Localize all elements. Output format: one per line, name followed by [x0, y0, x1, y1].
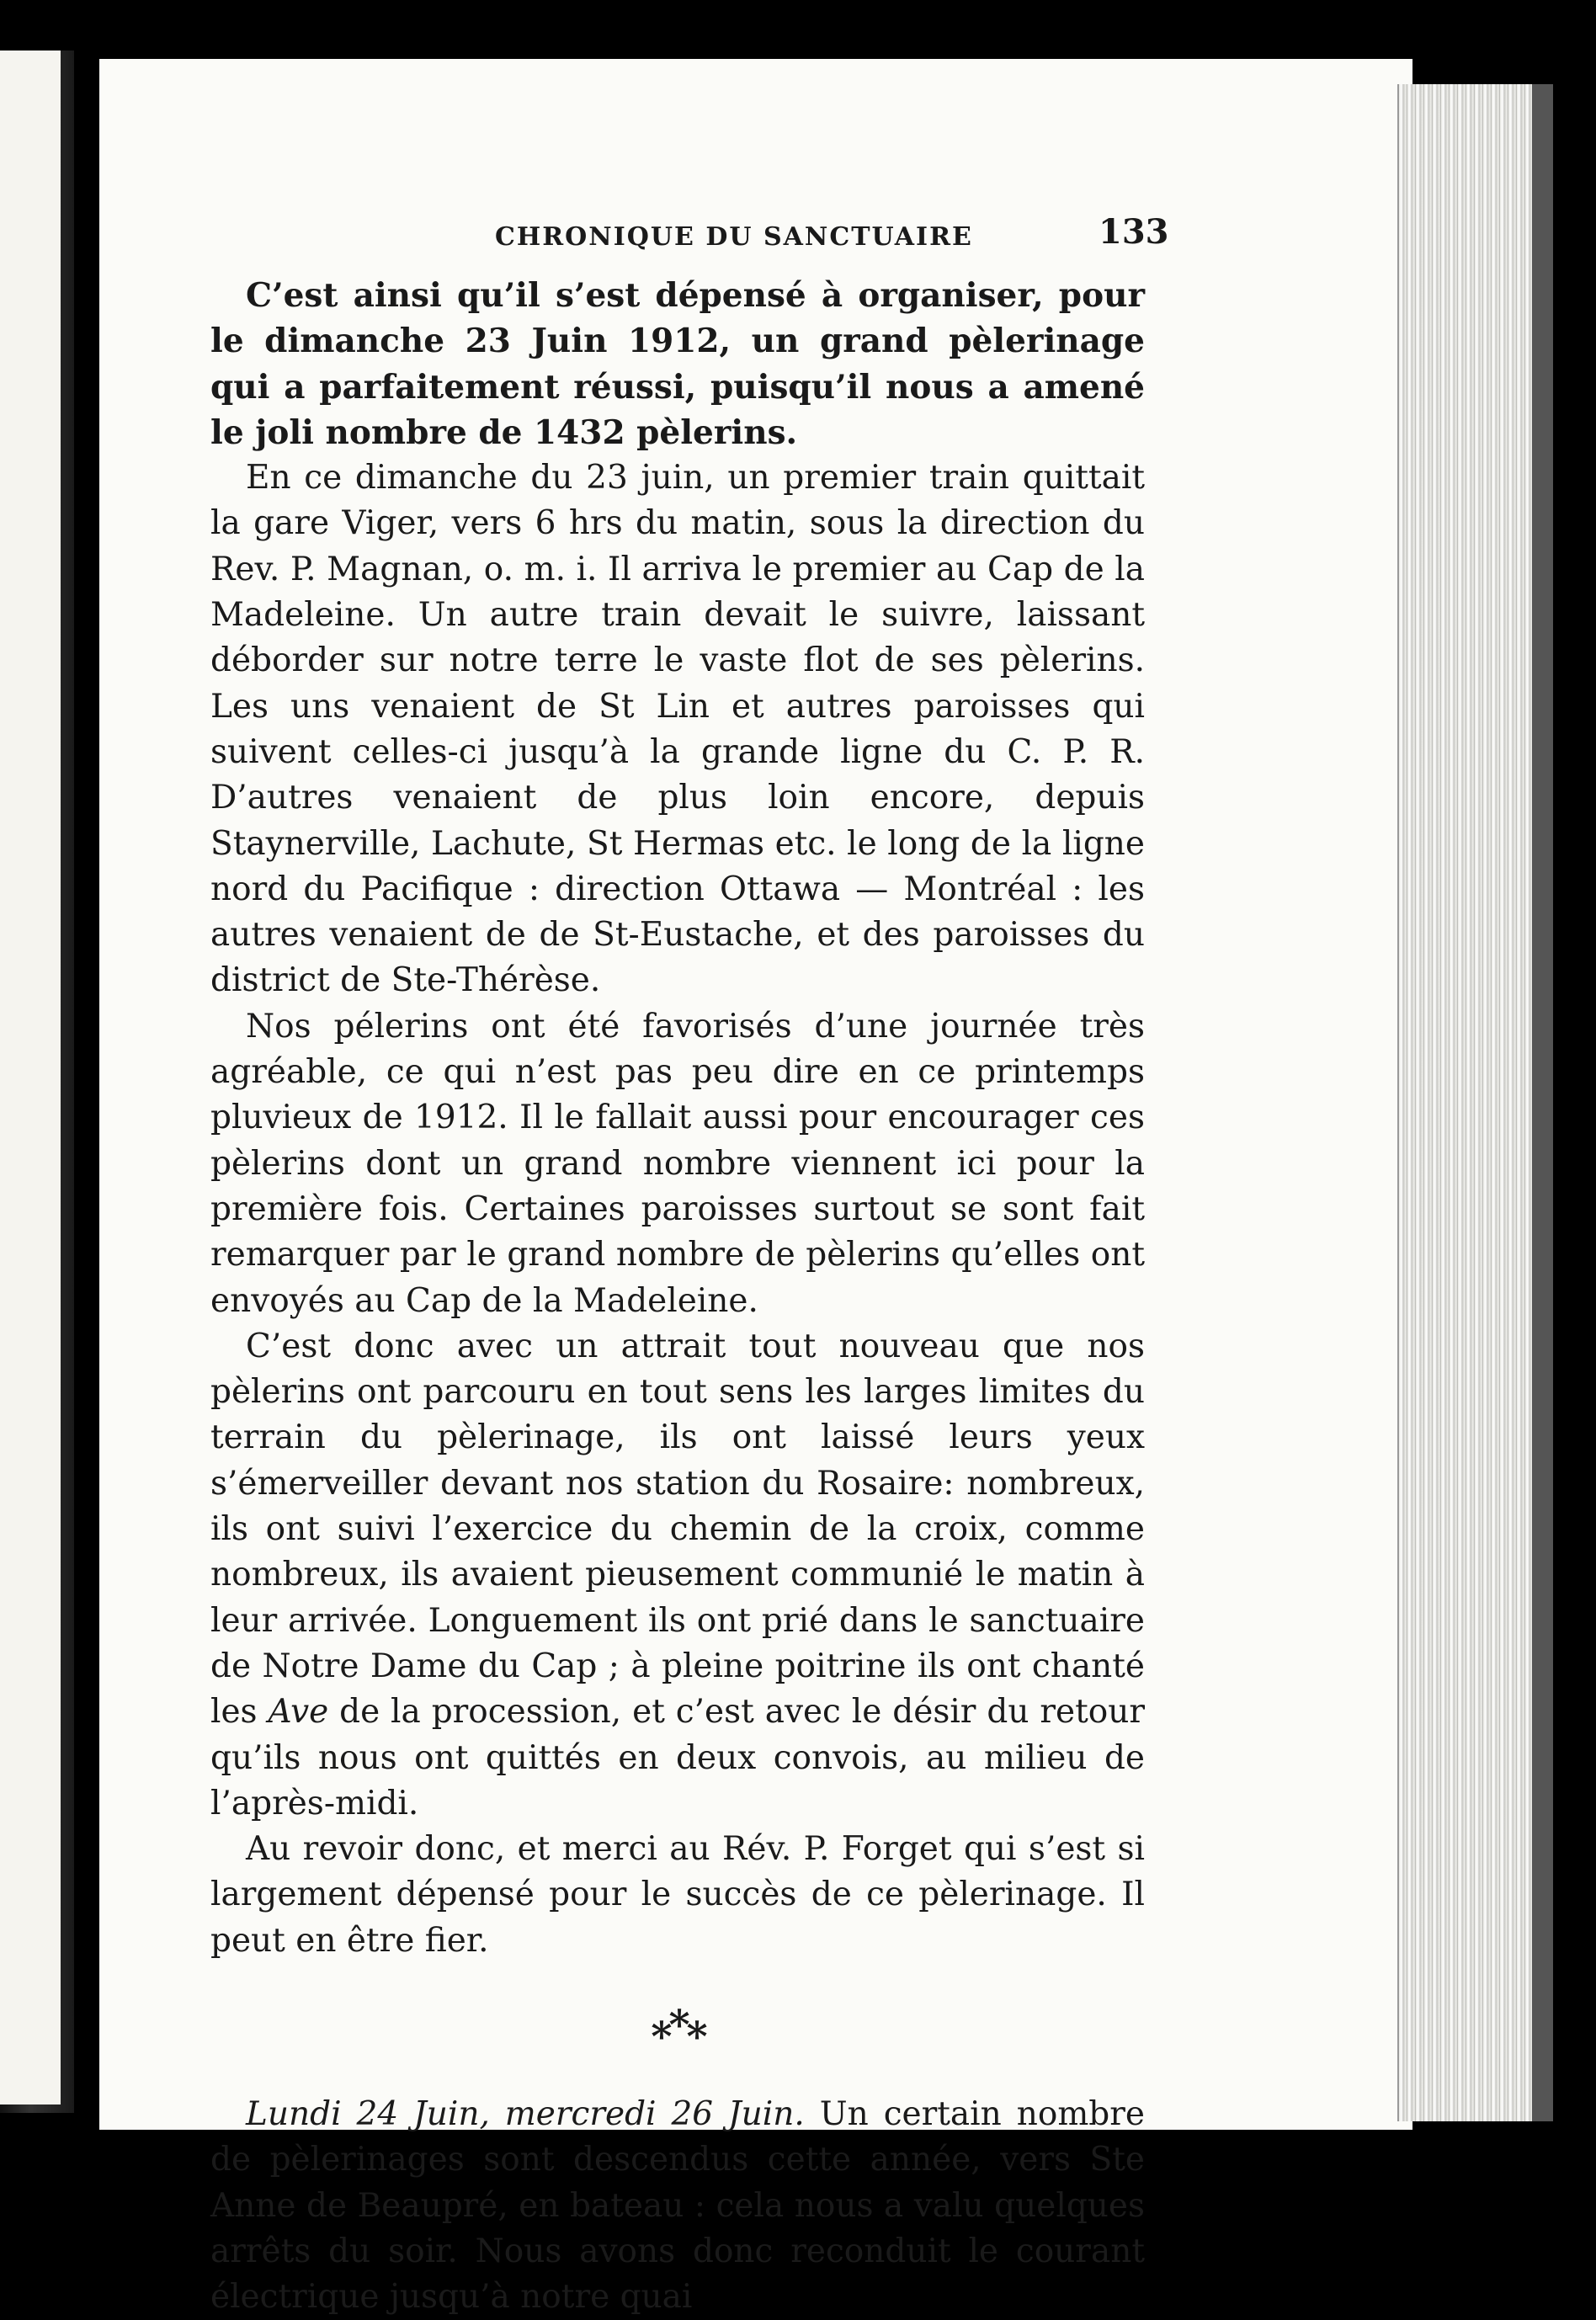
asterism-divider [210, 1991, 1145, 2092]
paragraph-4-text-before: C’est donc avec un attrait tout nouveau que nos pèlerins ont parcouru en tout sens les larges limites du terrain du pèlerinage, ils ont laissé leurs yeux s’émerveiller devant nos station du Rosaire: nombreux, ils ont suivi l’exercice du chemin de la croix, comme nombreux, ils avaient pieusement communié le matin à leur arrivée. Longuement ils ont prié dans le sanctuaire de Notre Dame du Cap ; à pleine poitrine ils ont chanté les [210, 1327, 1145, 1732]
asterism-star-right: * [686, 2013, 705, 2061]
running-header [210, 210, 1169, 261]
paragraph-4-italic-ave: Ave [268, 1693, 329, 1732]
left-page-strip [0, 51, 61, 2104]
paragraph-6-text: Un certain nombre de pèlerinages sont descendus cette année, vers Ste Anne de Beaupré, en bateau : cela nous a valu quelques arrêts du soir. Nous avons donc reconduit le courant électrique jusqu’à notre quai [210, 2094, 1145, 2317]
asterism-star-left: * [651, 2013, 669, 2061]
paragraph-2: En ce dimanche du 23 juin, un premier train quittait la gare Viger, vers 6 hrs du matin, sous la direction du Rev. P. Magnan, o. m. i. Il arriva le premier au Cap de la Madeleine. Un autre train devait le suivre, laissant déborder sur notre terre le vaste flot de ses pèlerins. Les uns venaient de St Lin et autres paroisses qui suivent celles-ci jusqu’à la grande ligne du C. P. R. D’autres venaient de plus loin encore, depuis Staynerville, Lachute, St Hermas etc. le long de la ligne nord du Pacifique : direction Ottawa — Montréal : les autres venaient de de St-Eustache, et des paroisses du district de Ste-Thérèse. [210, 459, 1145, 1000]
header-title: CHRONIQUE DU SANCTUAIRE [495, 222, 973, 252]
paragraph-5: Au revoir donc, et merci au Rév. P. Forget qui s’est si largement dépensé pour le succès de ce pèlerinage. Il peut en être fier. [210, 1830, 1145, 1960]
paragraph-3: Nos pélerins ont été favorisés d’une journée très agréable, ce qui n’est pas peu dire en ce printemps pluvieux de 1912. Il le fallait aussi pour encourager ces pèlerins dont un grand nombre viennent ici pour la première fois. Certaines paroisses surtout se sont fait remarquer par le grand nombre de pèlerins qu’elles ont envoyés au Cap de la Madeleine. [210, 1007, 1145, 1320]
page-number: 133 [1099, 212, 1169, 252]
asterism-star-middle: * [668, 2001, 687, 2049]
page-content [210, 210, 1169, 2320]
paragraph-4 [210, 1324, 1145, 1827]
page-stack-shadow [1532, 84, 1553, 2121]
paragraph-6 [210, 2092, 1145, 2320]
paragraph-4-text-after: de la procession, et c’est avec le désir du retour qu’ils nous ont quittés en deux convois, au milieu de l’après-midi. [210, 1693, 1145, 1822]
paragraph-1: C’est ainsi qu’il s’est dépensé à organiser, pour le dimanche 23 Juin 1912, un grand pèlerinage qui a parfaitement réussi, puisqu’il nous a amené le joli nombre de 1432 pèlerins. [210, 276, 1145, 452]
page-stack-edge [1397, 84, 1551, 2121]
paragraph-6-date-italic: Lundi 24 Juin, mercredi 26 Juin. [246, 2094, 805, 2133]
